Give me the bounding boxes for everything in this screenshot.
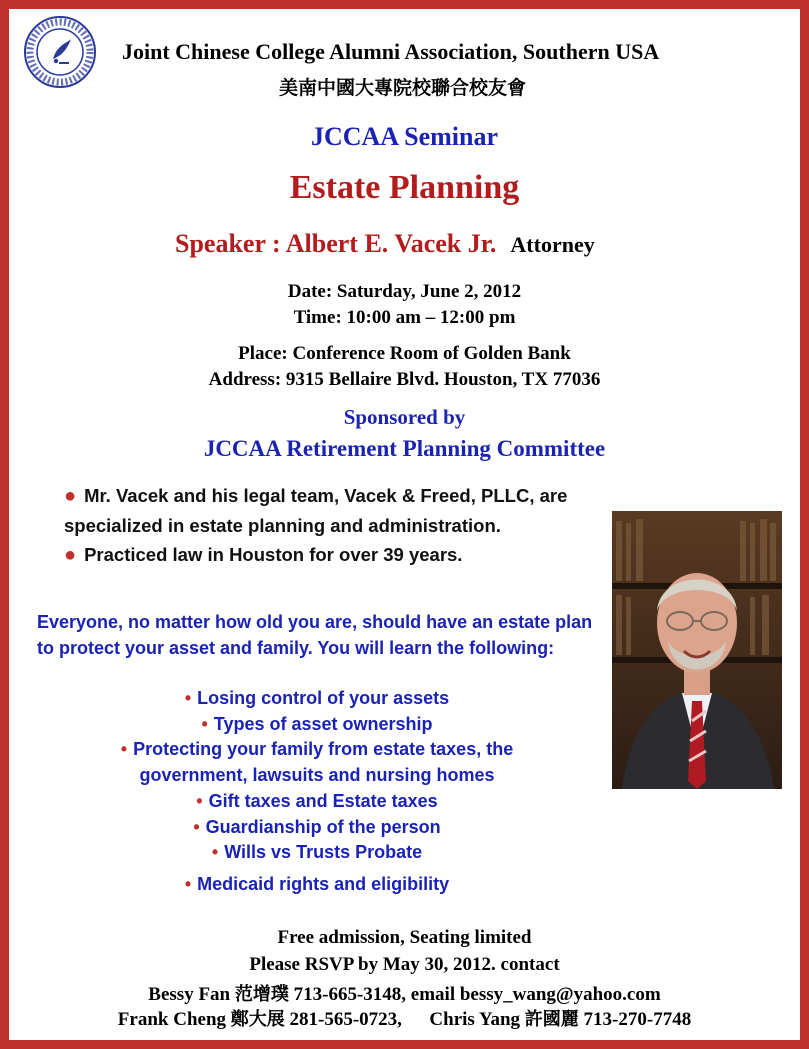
list-item: • Types of asset ownership	[201, 713, 433, 734]
speaker-name: Speaker : Albert E. Vacek Jr.	[175, 229, 497, 258]
association-logo	[23, 15, 97, 89]
list-item-continuation: government, lawsuits and nursing homes	[139, 765, 495, 786]
speaker-photo	[612, 511, 782, 789]
contact-details: 713-665-3148, email bessy_wang@yahoo.com	[293, 984, 661, 1005]
seminar-series: JCCAA Seminar	[310, 122, 499, 151]
list-item: • Losing control of your assets	[184, 688, 450, 708]
bullet-icon: ●	[64, 485, 77, 507]
bio-item: ● Mr. Vacek and his legal team, Vacek & Freed, PLLC, are specialized in estate planning and administration.	[64, 485, 568, 536]
list-item: • Medicaid rights and eligibility	[184, 873, 450, 894]
event-address: Address: 9315 Bellaire Blvd. Houston, TX 77036	[208, 369, 601, 390]
sponsor-name: JCCAA Retirement Planning Committee	[203, 436, 606, 461]
sponsored-by-label: Sponsored by	[343, 405, 466, 429]
speaker-line	[175, 229, 595, 259]
contact-phone: 281-565-0723,	[289, 1009, 402, 1030]
contact-name-chinese: 范增璞	[234, 984, 289, 1005]
list-item: • Gift taxes and Estate taxes	[196, 790, 438, 811]
flyer-sheet	[9, 9, 800, 1040]
contact-name-chinese: 鄭大展	[230, 1009, 285, 1030]
seminar-topic: Estate Planning	[289, 169, 520, 206]
list-item: • Protecting your family from estate taxes, the	[120, 739, 514, 760]
bullet-icon: ●	[64, 544, 77, 566]
list-item: • Wills vs Trusts Probate	[211, 842, 423, 863]
contact-name: Chris Yang	[429, 1009, 521, 1030]
topics-list	[37, 686, 597, 898]
contact-name: Bessy Fan	[148, 984, 231, 1005]
admission-note: Free admission, Seating limited	[277, 927, 532, 948]
contact-line-1	[9, 980, 800, 1006]
contact-phone: 713-270-7748	[583, 1009, 692, 1030]
bio-item: ● Practiced law in Houston for over 39 years.	[64, 544, 463, 566]
speaker-bio	[64, 481, 584, 570]
contact-line-2	[9, 1005, 800, 1031]
org-name-chinese: 美南中國大專院校聯合校友會	[279, 77, 527, 99]
list-item: • Guardianship of the person	[193, 816, 441, 837]
intro-paragraph: Everyone, no matter how old you are, should have an estate plan to protect your asset and family. You will learn the following:	[37, 612, 593, 658]
contact-name: Frank Cheng	[117, 1009, 227, 1030]
rsvp-note: Please RSVP by May 30, 2012. contact	[249, 954, 560, 975]
org-name-english: Joint Chinese College Alumni Association, Southern USA	[122, 39, 660, 64]
speaker-role: Attorney	[510, 232, 595, 257]
event-date: Date: Saturday, June 2, 2012	[287, 281, 522, 302]
event-time: Time: 10:00 am – 12:00 pm	[293, 307, 516, 328]
event-place: Place: Conference Room of Golden Bank	[238, 343, 571, 364]
contact-name-chinese: 許國麗	[524, 1009, 579, 1030]
